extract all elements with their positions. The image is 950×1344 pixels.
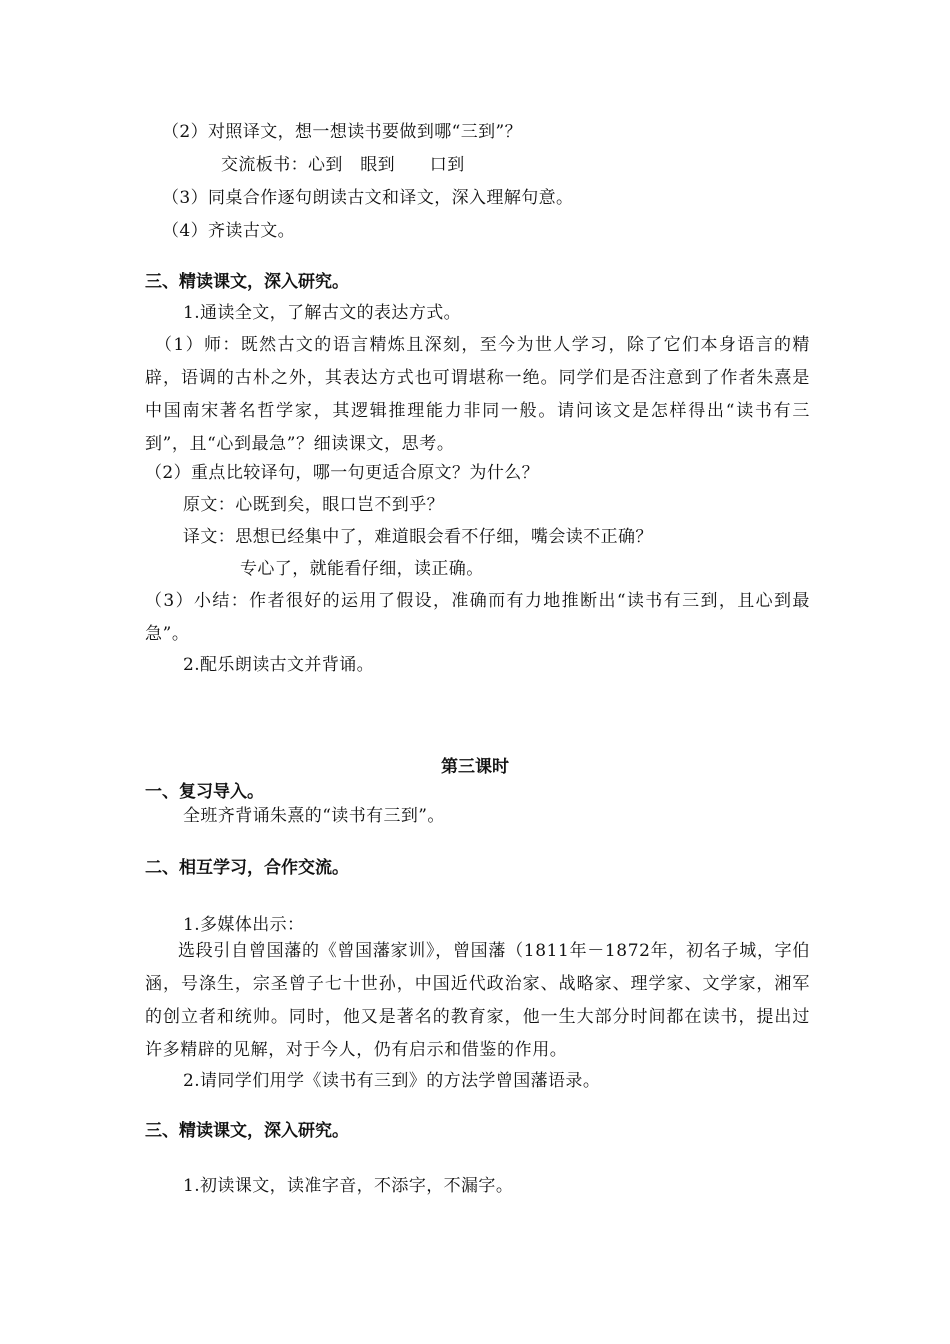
lesson-3-title: 第三课时 (441, 757, 509, 777)
item-2-board-notes: 交流板书：心到 眼到 口到 (221, 155, 465, 175)
lesson-3-section-2-paragraph: 选段引自曾国藩的《曾国藩家训》，曾国藩（1811年－1872年，初名子城，字伯涵，号涤生，宗圣曾子七十世孙，中国近代政治家、战略家、理学家、文学家，湘军的创立者和统帅。同时，他又是著名的教育家，他一生大部分时间都在读书，提出过许多精辟的见解，对于今人，仍有启示和借鉴的作用。 (145, 941, 810, 1060)
lesson-3-section-3-step-1: 1.初读课文，读准字音，不添字，不漏字。 (183, 1176, 514, 1196)
lesson-3-section-2-step-2: 2.请同学们用学《读书有三到》的方法学曾国藩语录。 (183, 1071, 601, 1091)
item-4-read-together: （4）齐读古文。 (162, 221, 296, 241)
section-3-question-1: （1）师：既然古文的语言精炼且深刻，至今为世人学习，除了它们本身语言的精辟，语调的古朴之外，其表达方式也可谓堪称一绝。同学们是否注意到了作者朱熹是中国南宋著名哲学家，其逻辑推理能力非同一般。请问该文是怎样得出“读书有三到”，且“心到最急”？细读课文，思考。 (145, 335, 810, 454)
section-3-heading: 三、精读课文，深入研究。 (145, 272, 349, 292)
section-3-step-1: 1.通读全文，了解古文的表达方式。 (183, 303, 462, 323)
translation-line-2: 专心了，就能看仔细，读正确。 (240, 559, 484, 579)
lesson-3-section-2-step-1: 1.多媒体出示： (183, 915, 305, 935)
section-3-question-2: （2）重点比较译句，哪一句更适合原文？为什么？ (145, 463, 540, 483)
lesson-3-section-1-text: 全班齐背诵朱熹的“读书有三到”。 (183, 806, 445, 826)
item-3-pair-reading: （3）同桌合作逐句朗读古文和译文，深入理解句意。 (162, 188, 574, 208)
lesson-3-section-3-heading: 三、精读课文，深入研究。 (145, 1121, 349, 1141)
section-3-summary: （3）小结：作者很好的运用了假设，准确而有力地推断出“读书有三到，且心到最急”。 (145, 591, 810, 644)
lesson-3-section-2-heading: 二、相互学习，合作交流。 (145, 858, 349, 878)
translation-line-1: 译文：思想已经集中了，难道眼会看不仔细，嘴会读不正确？ (183, 527, 653, 547)
original-text: 原文：心既到矣，眼口岂不到乎？ (183, 495, 444, 515)
lesson-3-section-1-heading: 一、复习导入。 (145, 782, 264, 802)
section-3-step-2: 2.配乐朗读古文并背诵。 (183, 655, 375, 675)
item-2-compare-translation: （2）对照译文，想一想读书要做到哪“三到”？ (162, 122, 522, 142)
